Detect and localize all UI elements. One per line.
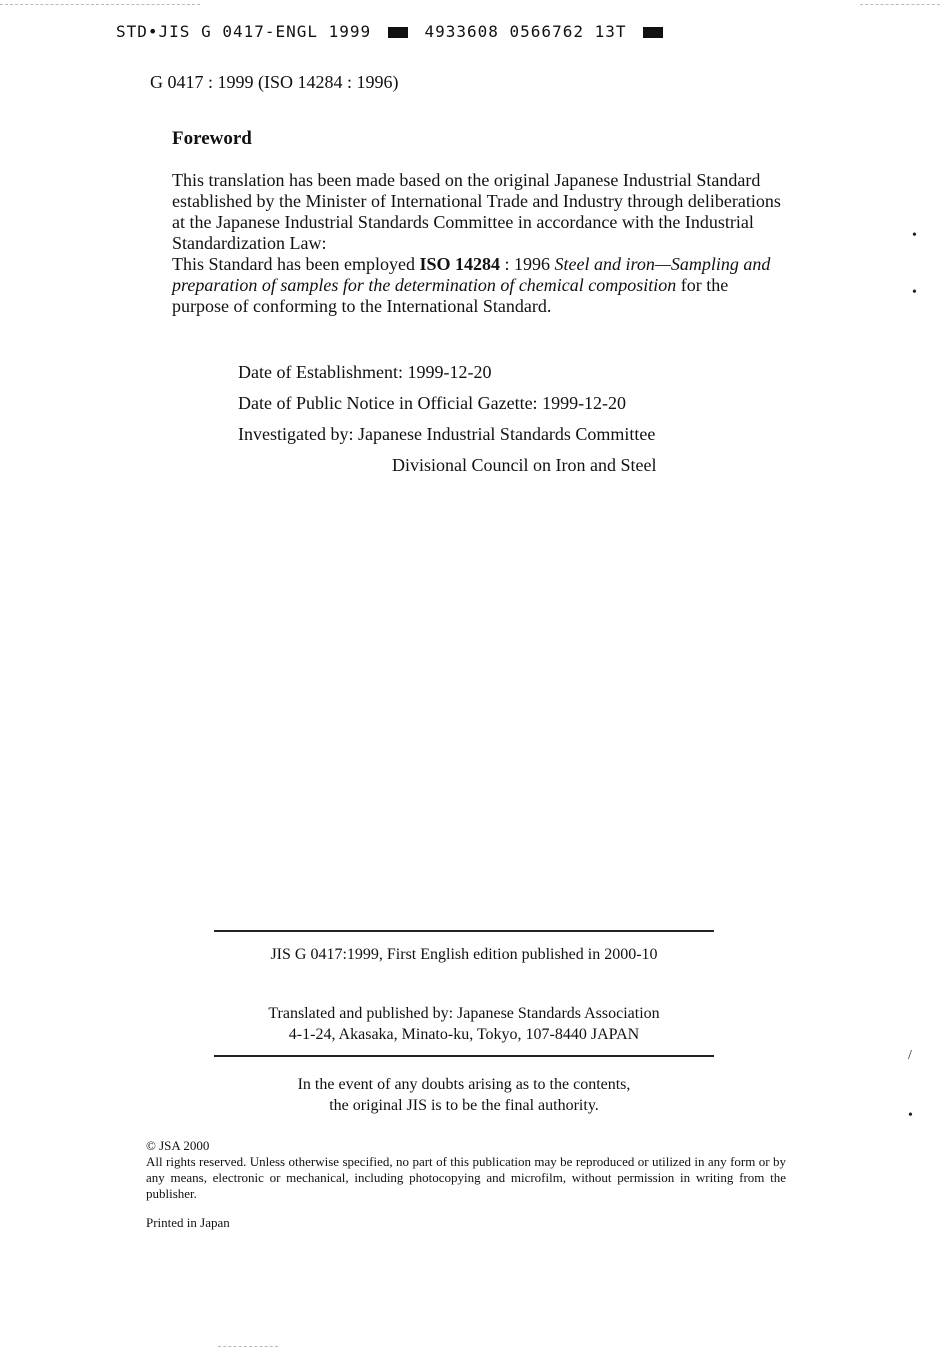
document-code-header [116, 22, 669, 41]
margin-dot: • [912, 285, 917, 300]
redaction-block [388, 27, 408, 38]
foreword-title: Foreword [172, 128, 252, 149]
investigated-row-2 [238, 450, 656, 481]
scan-artifact-line [0, 4, 200, 5]
investigated-row [238, 419, 656, 450]
copyright-rights: All rights reserved. Unless otherwise specified, no part of this publication may be reproduced or utilized in any form or by any means, electronic or mechanical, including photocopying and microfilm, without permission in writing from the publisher. [146, 1154, 786, 1201]
gazette-row [238, 388, 656, 419]
copyright-notice: © JSA 2000 [146, 1138, 210, 1153]
document-code-right: 4933608 0566762 13T [424, 22, 627, 41]
investigated-label: Investigated by: [238, 424, 354, 444]
establishment-row [238, 357, 656, 388]
margin-dot: • [912, 228, 917, 243]
foreword-paragraph-2 [172, 254, 782, 317]
printed-in: Printed in Japan [146, 1215, 230, 1230]
para2-lead: This Standard has been employed [172, 254, 415, 274]
edition-line: JIS G 0417:1999, First English edition published in 2000-10 [270, 946, 658, 963]
para2-tail: for the purpose of conforming to the International Standard. [172, 275, 729, 316]
gazette-value: 1999-12-20 [542, 393, 627, 413]
gazette-label: Date of Public Notice in Official Gazette: [238, 393, 538, 413]
investigated-value-2: Divisional Council on Iron and Steel [392, 455, 657, 475]
divider-bottom [214, 1055, 714, 1057]
foreword-paragraph-1: This translation has been made based on the original Japanese Industrial Standard established by the Minister of International Trade and Industry through deliberations at the Japanese Industrial Standards Committee in accordance with the Industrial Standardization Law: [172, 170, 781, 253]
iso-reference: ISO 14284 [419, 254, 500, 274]
authority-line-1: In the event of any doubts arising as to the contents, [297, 1076, 631, 1093]
divider-top [214, 930, 714, 932]
establishment-label: Date of Establishment: [238, 362, 403, 382]
scan-artifact-line [218, 1346, 278, 1347]
redaction-block [643, 27, 663, 38]
margin-tick: / [908, 1048, 912, 1063]
margin-dot: • [908, 1108, 913, 1123]
establishment-value: 1999-12-20 [407, 362, 492, 382]
foreword-body [172, 170, 782, 317]
copyright-block [146, 1138, 786, 1202]
scan-artifact-line [860, 4, 940, 5]
standard-id: G 0417 : 1999 (ISO 14284 : 1996) [150, 72, 399, 92]
publisher-block [214, 1003, 714, 1045]
iso-year: : 1996 [504, 254, 550, 274]
investigated-value-1: Japanese Industrial Standards Committee [357, 424, 656, 444]
authority-block [214, 1074, 714, 1116]
iso-title: Steel and iron—Sampling and preparation of samples for the determination of chemical composition [172, 254, 771, 295]
authority-line-2: the original JIS is to be the final authority. [329, 1097, 599, 1114]
publisher-line-1: Translated and published by: Japanese Standards Association [268, 1005, 660, 1022]
dates-block [238, 357, 656, 481]
publisher-line-2: 4-1-24, Akasaka, Minato-ku, Tokyo, 107-8440 JAPAN [288, 1026, 640, 1043]
document-code-left: STD•JIS G 0417-ENGL 1999 [116, 22, 372, 41]
